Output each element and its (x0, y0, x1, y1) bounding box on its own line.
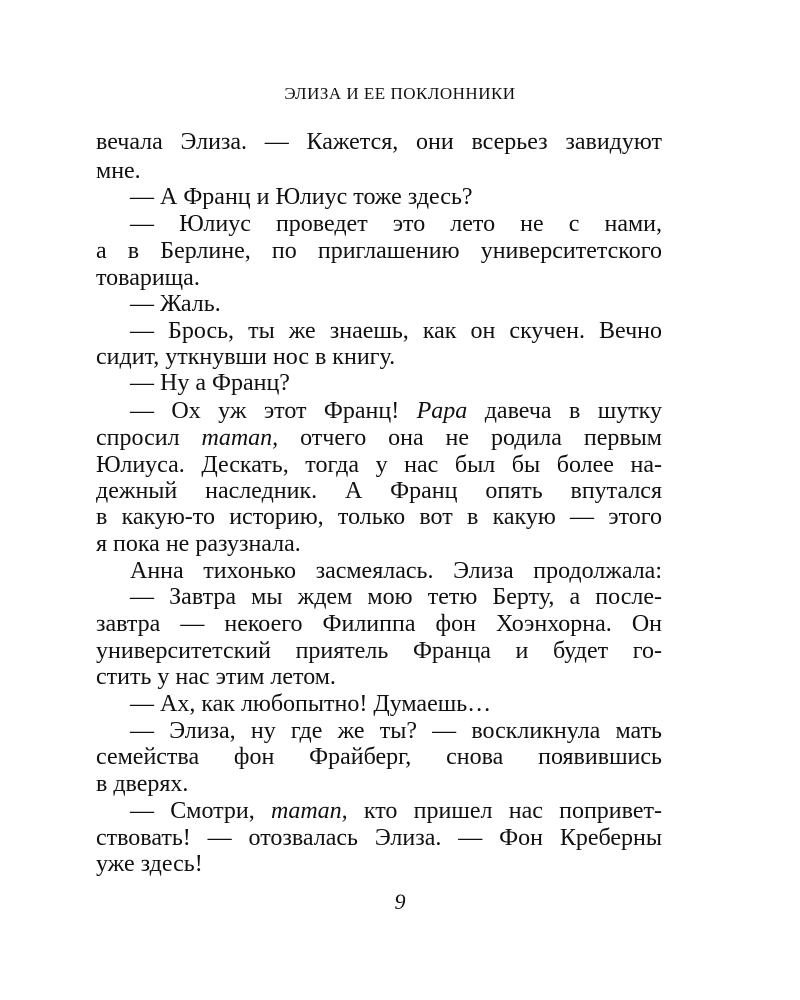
text-segment: мне. (96, 158, 141, 184)
text-segment: стить у нас этим летом. (96, 664, 336, 690)
text-segment: Анна тихонько засмеялась. Элиза продолжала: (130, 558, 662, 584)
text-line (96, 850, 662, 878)
text-segment-italic: maman, (201, 425, 279, 451)
text-line (130, 690, 662, 718)
text-segment-italic: Papa (416, 398, 468, 424)
text-line (96, 637, 662, 665)
text-segment: — Ах, как любопытно! Думаешь… (130, 691, 492, 717)
text-line (130, 210, 662, 238)
text-line (130, 183, 662, 211)
text-segment: вечала Элиза. — Кажется, они всерьез завидуют (96, 129, 662, 155)
text-line (96, 824, 662, 852)
text-segment: — А Франц и Юлиус тоже здесь? (130, 184, 473, 210)
text-segment: — Брось, ты же знаешь, как он скучен. Вечно (130, 318, 662, 344)
text-line (130, 797, 662, 825)
text-line (96, 451, 662, 479)
text-segment: а в Берлине, по приглашению университетского (96, 238, 662, 264)
text-segment: — Ох уж этот Франц! (130, 398, 417, 424)
text-line (96, 663, 662, 691)
text-segment: университетский приятель Франца и будет го- (96, 638, 662, 664)
text-segment: — Завтра мы ждем мою тетю Берту, а после- (130, 584, 662, 610)
text-segment: Юлиуса. Дескать, тогда у нас был бы более на- (96, 452, 662, 478)
text-line (96, 128, 662, 156)
text-segment: давеча в шутку (467, 398, 662, 424)
text-line (130, 369, 662, 397)
text-line (96, 530, 662, 558)
text-segment-italic: maman, (271, 798, 348, 824)
text-line (96, 503, 662, 531)
text-segment: — Жаль. (130, 291, 221, 317)
text-line (96, 743, 662, 771)
text-line (96, 343, 662, 371)
text-segment: уже здесь! (96, 851, 203, 877)
running-head: ЭЛИЗА И ЕЕ ПОКЛОННИКИ (284, 84, 516, 103)
text-line (130, 583, 662, 611)
text-segment: завтра — некоего Филиппа фон Хоэнхорна. Он (96, 611, 662, 637)
text-segment: — Юлиус проведет это лето не с нами, (130, 211, 662, 237)
text-line (96, 157, 662, 185)
text-segment: — Ну а Франц? (130, 370, 290, 396)
text-line (130, 717, 662, 745)
text-line (96, 610, 662, 638)
text-line (130, 290, 662, 318)
text-line (96, 770, 662, 798)
text-segment: отчего она не родила первым (278, 425, 662, 451)
text-line (130, 557, 662, 585)
text-segment: — Смотри, (130, 798, 271, 824)
text-segment: в какую-то историю, только вот в какую — этого (96, 504, 662, 530)
text-segment: в дверях. (96, 771, 189, 797)
text-segment: ствовать! — отозвалась Элиза. — Фон Креберны (96, 825, 662, 851)
text-segment: семейства фон Фрайберг, снова появившись (96, 744, 662, 770)
text-segment: кто пришел нас попривет- (347, 798, 662, 824)
text-segment: — Элиза, ну где же ты? — воскликнула мать (130, 718, 662, 744)
text-line (96, 424, 662, 452)
text-segment: спросил (96, 425, 202, 451)
text-segment: товарища. (96, 265, 200, 291)
text-segment: дежный наследник. А Франц опять впутался (96, 478, 662, 504)
text-line (96, 477, 662, 505)
text-line (96, 237, 662, 265)
text-line (96, 264, 662, 292)
text-segment: сидит, уткнувши нос в книгу. (96, 344, 396, 370)
text-segment: я пока не разузнала. (96, 531, 301, 557)
text-line (130, 317, 662, 345)
page-number: 9 (394, 889, 406, 914)
text-line (130, 397, 662, 425)
